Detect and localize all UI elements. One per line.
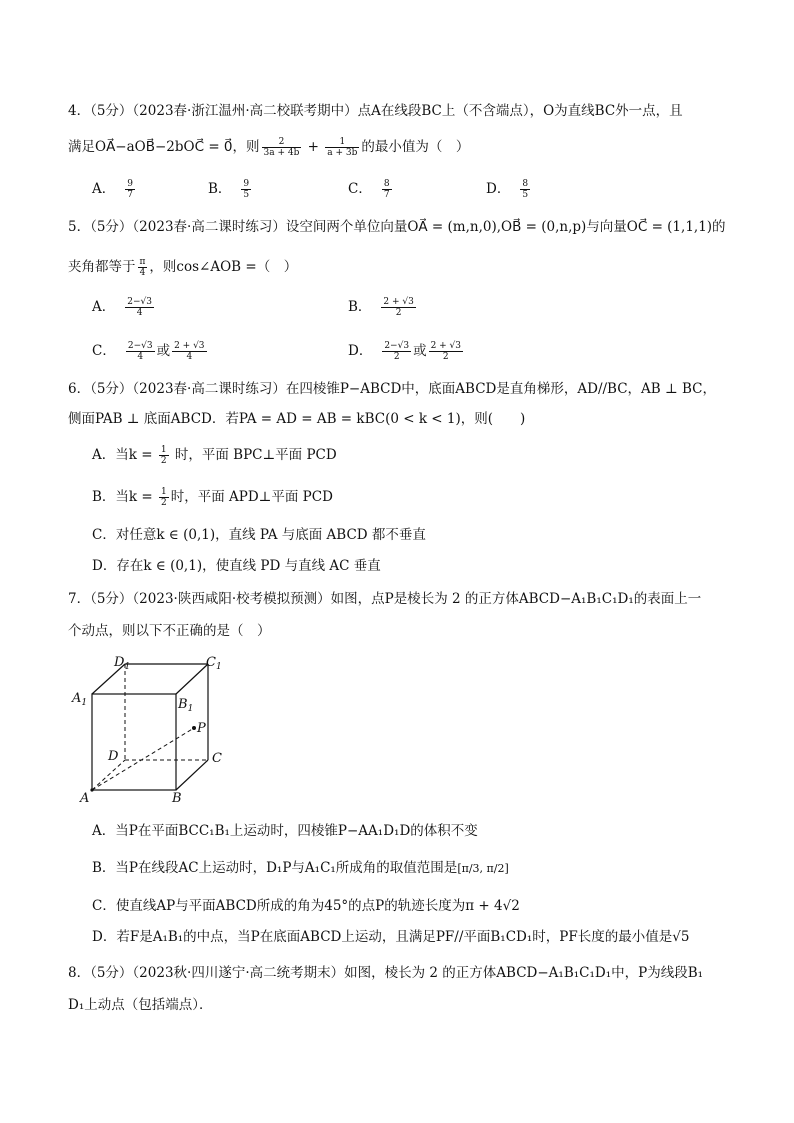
q6-option-d[interactable]: D．存在k ∈ (0,1)，使直线 PD 与直线 AC 垂直 [92,558,381,574]
q4-vector-equation: OA⃗−aOB⃗−2bOC⃗ = 0⃗，则 [95,139,260,155]
q4-option-d[interactable]: D． $\frac{8}{5}$ [486,179,529,200]
q4-question-tail: 的最小值为（ ） [361,139,470,155]
q6-option-b[interactable]: B．当k = $\frac{1}{2}$ 时，平面 APD⊥平面 PCD [92,487,333,508]
q5-option-d[interactable]: D． $\frac{2-√3}{2}$ 或 $\frac{2 + √3}{2}$ [348,341,462,362]
edge-bc [176,760,208,790]
q5-stem-line2: 夹角都等于 $\frac{\pi}{4}$ ，则cos∠AOB =（ ） [68,257,298,278]
q8-stem-line1: 8．（5分）（2023秋·四川遂宁·高二统考期末）如图，棱长为 2 的正方体ABCD−A₁B₁C₁D₁中，P为线段B₁ [68,965,704,981]
q5-option-a[interactable]: A． $\frac{2-√3}{4}$ [92,297,152,318]
q8-stem-line2: D₁上动点（包括端点）． [68,997,213,1013]
label-c1: $C_1$ [206,655,222,672]
label-d1: $D_1$ [114,655,131,672]
q4-text: 满足 [68,139,95,155]
label-b1: $B_1$ [178,697,194,714]
q7-option-d[interactable]: D．若F是A₁B₁的中点，当P在底面ABCD上运动，且满足PF//平面B₁CD₁时，PF长度的最小值是√5 [92,929,690,945]
q4-option-c[interactable]: C． $\frac{8}{7}$ [348,179,390,200]
q5-stem-line1: 5．（5分）（2023春·高二课时练习）设空间两个单位向量OA⃗ = (m,n,0),OB⃗ = (0,n,p)与向量OC⃗ = (1,1,1)的 [68,219,726,235]
q6-stem-line1: 6．（5分）（2023春·高二课时练习）在四棱锥P−ABCD中，底面ABCD是直角梯形，AD//BC，AB ⊥ BC， [68,381,716,397]
q6-option-c[interactable]: C．对任意k ∈ (0,1)，直线 PA 与底面 ABCD 都不垂直 [92,527,426,543]
q4-fraction-1: $\frac{2}{3a + 4b}$ [263,137,300,158]
label-a1: $A_1$ [72,691,88,708]
point-p [192,726,196,730]
q4-stem-line2: 满足OA⃗−aOB⃗−2bOC⃗ = 0⃗，则 $\frac{2}{3a + 4b}$ + $\frac{1}{a + 3b}$ 的最小值为（ ） [68,137,470,158]
q5-option-b[interactable]: B． $\frac{2 + √3}{2}$ [348,297,414,318]
q4-option-b[interactable]: B． $\frac{9}{5}$ [208,179,250,200]
q4-stem-line1: 4．（5分）（2023春·浙江温州·高二校联考期中）点A在线段BC上（不含端点），O为直线BC外一点，且 [68,103,683,119]
q7-stem-line2: 个动点，则以下不正确的是（ ） [68,623,271,639]
q7-option-c[interactable]: C．使直线AP与平面ABCD所成的角为45°的点P的轨迹长度为π + 4√2 [92,898,520,914]
label-d: D [108,749,119,764]
q6-stem-line2: 侧面PAB ⊥ 底面ABCD．若PA = AD = AB = kBC(0 < k < 1)，则( ) [68,411,526,427]
q4-fraction-2: $\frac{1}{a + 3b}$ [327,137,358,158]
label-c: C [212,751,222,766]
q6-option-a[interactable]: A．当k = $\frac{1}{2}$ 时，平面 BPC⊥平面 PCD [92,445,337,466]
point-a [90,788,93,791]
q7-stem-line1: 7．（5分）（2023·陕西咸阳·校考模拟预测）如图，点P是棱长为 2 的正方体ABCD−A₁B₁C₁D₁的表面上一 [68,591,702,607]
q7-option-b[interactable]: B．当P在线段AC上运动时，D₁P与A₁C₁所成角的取值范围是[π/3, π/2] [92,860,509,876]
q7-interval: [π/3, π/2] [457,862,509,875]
label-b: B [172,791,182,802]
label-p: P [197,721,206,736]
label-a: A [80,791,90,802]
q5-option-c[interactable]: C． $\frac{2-√3}{4}$ 或 $\frac{2 + √3}{4}$ [92,341,205,362]
cube-figure [70,652,240,802]
front-face [92,694,176,790]
q5-angle-fraction: $\frac{\pi}{4}$ [139,257,146,278]
q7-option-a[interactable]: A．当P在平面BCC₁B₁上运动时，四棱锥P−AA₁D₁D的体积不变 [92,823,478,839]
edge-b1c1 [176,664,208,694]
edge-ad-hidden [92,760,125,790]
q4-option-a[interactable]: A． $\frac{9}{7}$ [92,179,133,200]
